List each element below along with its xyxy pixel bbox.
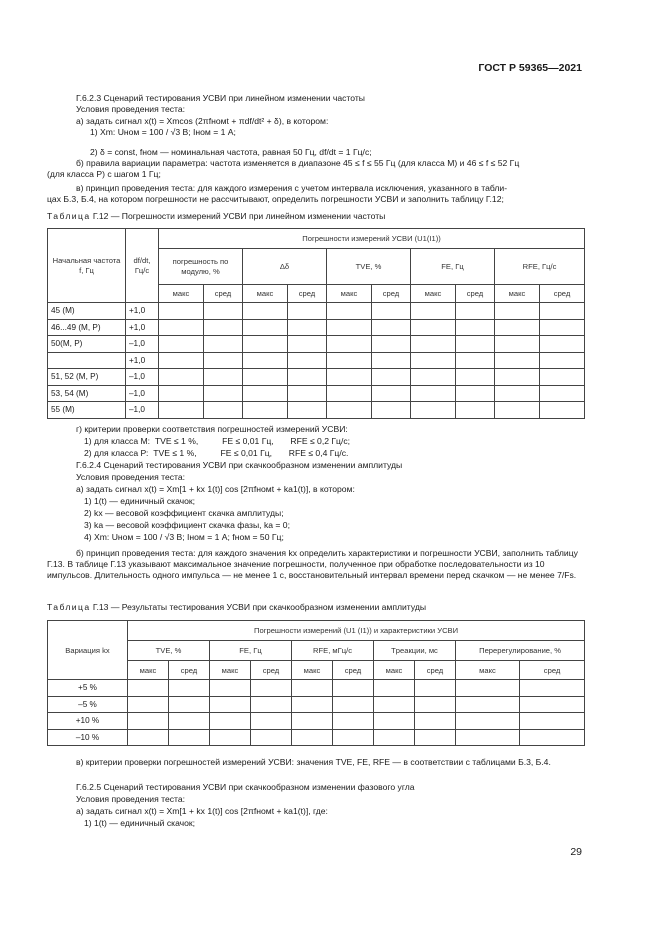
empty-cell (243, 352, 288, 369)
paragraph: г) критерии проверки соответствия погрешностей измерений УСВИ: (76, 424, 348, 434)
avg-header: сред (415, 661, 456, 680)
empty-cell (456, 402, 495, 419)
empty-cell (333, 696, 374, 713)
empty-cell (243, 336, 288, 353)
avg-header: сред (520, 661, 585, 680)
empty-cell (456, 680, 520, 697)
empty-cell (411, 385, 456, 402)
col-header-group: Погрешности измерений (U1 (I1)) и характеристики УСВИ (128, 621, 585, 641)
table-row (48, 352, 585, 369)
empty-cell (292, 729, 333, 746)
empty-cell (288, 319, 327, 336)
paragraph: а) задать сигнал x(t) = Xm[1 + kx 1(t)] cos [2πfномt + ka1(t)], в котором: (76, 484, 355, 494)
paragraph: цах Б.3, Б.4, на котором погрешности не рассчитывают, определить погрешности УСВИ и заполнить таблицу Г.12; (47, 194, 504, 204)
max-header: макс (159, 285, 204, 303)
avg-header: сред (251, 661, 292, 680)
cell-dfdt: –1,0 (126, 385, 159, 402)
empty-cell (415, 696, 456, 713)
sub-header: TVE, % (128, 641, 210, 661)
sub-header: Tреакции, мс (374, 641, 456, 661)
empty-cell (540, 385, 585, 402)
empty-cell (159, 319, 204, 336)
empty-cell (333, 729, 374, 746)
empty-cell (372, 385, 411, 402)
empty-cell (372, 369, 411, 386)
caption-text: Г.13 — Результаты тестирования УСВИ при скачкообразном изменении амплитуды (92, 602, 427, 612)
paragraph: а) задать сигнал x(t) = Xmcos (2πfномt + πdf/dt² + δ), в котором: (76, 116, 329, 126)
cell-dfdt: +1,0 (126, 319, 159, 336)
sub-header: RFE, мГц/с (292, 641, 374, 661)
cell-dfdt: –1,0 (126, 402, 159, 419)
empty-cell (495, 303, 540, 320)
empty-cell (169, 729, 210, 746)
table-row (48, 713, 585, 730)
cell-frequency (48, 352, 126, 369)
empty-cell (540, 352, 585, 369)
max-header: макс (210, 661, 251, 680)
paragraph: Условия проведения теста: (76, 472, 186, 482)
empty-cell (374, 680, 415, 697)
cell-frequency: 51, 52 (М, Р) (48, 369, 126, 386)
empty-cell (327, 369, 372, 386)
empty-cell (540, 319, 585, 336)
empty-cell (520, 680, 585, 697)
max-header: макс (495, 285, 540, 303)
cell-frequency: 53, 54 (М) (48, 385, 126, 402)
empty-cell (374, 729, 415, 746)
empty-cell (159, 352, 204, 369)
empty-cell (169, 713, 210, 730)
empty-cell (204, 402, 243, 419)
cell-dfdt: –1,0 (126, 369, 159, 386)
empty-cell (288, 402, 327, 419)
empty-cell (456, 352, 495, 369)
empty-cell (495, 336, 540, 353)
paragraph: 1) 1(t) — единичный скачок; (84, 818, 196, 828)
cell-dfdt: +1,0 (126, 352, 159, 369)
empty-cell (411, 319, 456, 336)
empty-cell (251, 680, 292, 697)
empty-cell (456, 696, 520, 713)
cell-variation: +5 % (48, 680, 128, 697)
empty-cell (327, 402, 372, 419)
max-header: макс (128, 661, 169, 680)
empty-cell (327, 303, 372, 320)
paragraph: 2) kx — весовой коэффициент скачка амплитуды; (84, 508, 284, 518)
empty-cell (204, 336, 243, 353)
caption-text: Г.12 — Погрешности измерений УСВИ при линейном изменении частоты (92, 211, 386, 221)
empty-cell (456, 369, 495, 386)
empty-cell (333, 713, 374, 730)
cell-frequency: 46...49 (М, Р) (48, 319, 126, 336)
empty-cell (204, 385, 243, 402)
empty-cell (243, 402, 288, 419)
sub-header: FE, Гц (411, 249, 495, 285)
empty-cell (288, 352, 327, 369)
empty-cell (456, 303, 495, 320)
avg-header: сред (288, 285, 327, 303)
table-caption (47, 211, 585, 222)
table-row (48, 385, 585, 402)
empty-cell (204, 303, 243, 320)
cell-variation: –10 % (48, 729, 128, 746)
avg-header: сред (333, 661, 374, 680)
empty-cell (495, 319, 540, 336)
empty-cell (540, 303, 585, 320)
empty-cell (288, 369, 327, 386)
paragraph: 3) ka — весовой коэффициент скачка фазы, ka = 0; (84, 520, 290, 530)
empty-cell (411, 336, 456, 353)
table-g12 (47, 228, 585, 419)
empty-cell (415, 713, 456, 730)
document-header: ГОСТ Р 59365—2021 (478, 62, 582, 74)
col-header-freq: Начальная частота f, Гц (48, 229, 126, 303)
table-row (48, 319, 585, 336)
empty-cell (540, 336, 585, 353)
paragraph: Условия проведения теста: (76, 794, 186, 804)
paragraph: в) критерии проверки погрешностей измерений УСВИ: значения TVE, FE, RFE — в соответствии с таблицами Б.3, Б.4. (76, 757, 551, 767)
empty-cell (159, 303, 204, 320)
empty-cell (456, 385, 495, 402)
empty-cell (327, 352, 372, 369)
empty-cell (456, 319, 495, 336)
table-g13 (47, 620, 585, 746)
max-header: макс (456, 661, 520, 680)
empty-cell (495, 369, 540, 386)
empty-cell (495, 385, 540, 402)
cell-dfdt: +1,0 (126, 303, 159, 320)
empty-cell (288, 336, 327, 353)
empty-cell (204, 319, 243, 336)
page-number: 29 (570, 846, 582, 858)
empty-cell (374, 696, 415, 713)
sub-header: Δδ (243, 249, 327, 285)
avg-header: сред (169, 661, 210, 680)
empty-cell (292, 696, 333, 713)
empty-cell (210, 696, 251, 713)
max-header: макс (374, 661, 415, 680)
empty-cell (415, 680, 456, 697)
empty-cell (128, 713, 169, 730)
table-row (48, 336, 585, 353)
cell-frequency: 55 (М) (48, 402, 126, 419)
table-row (48, 303, 585, 320)
empty-cell (372, 336, 411, 353)
empty-cell (159, 385, 204, 402)
paragraph: б) правила вариации параметра: частота изменяется в диапазоне 45 ≤ f ≤ 55 Гц (для класса М) и 46 ≤ f ≤ 52 Гц (76, 158, 520, 168)
empty-cell (210, 680, 251, 697)
table-row (48, 402, 585, 419)
empty-cell (540, 402, 585, 419)
section-title: Г.6.2.4 Сценарий тестирования УСВИ при скачкообразном изменении амплитуды (76, 460, 403, 470)
empty-cell (128, 729, 169, 746)
max-header: макс (243, 285, 288, 303)
empty-cell (169, 696, 210, 713)
empty-cell (540, 369, 585, 386)
empty-cell (372, 319, 411, 336)
col-header-group: Погрешности измерений УСВИ (U1(I1)) (159, 229, 585, 249)
paragraph: 2) δ = const, fном — номинальная частота, равная 50 Гц, df/dt = 1 Гц/с; (90, 147, 372, 157)
empty-cell (411, 352, 456, 369)
empty-cell (411, 303, 456, 320)
caption-prefix: Таблица (47, 211, 91, 221)
empty-cell (456, 729, 520, 746)
cell-variation: –5 % (48, 696, 128, 713)
empty-cell (520, 713, 585, 730)
sub-header: TVE, % (327, 249, 411, 285)
section-title: Г.6.2.3 Сценарий тестирования УСВИ при линейном изменении частоты (76, 93, 365, 103)
empty-cell (210, 713, 251, 730)
empty-cell (372, 352, 411, 369)
table-caption (47, 602, 585, 613)
section-title: Г.6.2.5 Сценарий тестирования УСВИ при скачкообразном изменении фазового угла (76, 782, 415, 792)
table-row (48, 696, 585, 713)
paragraph: (для класса Р) с шагом 1 Гц; (47, 169, 161, 179)
empty-cell (292, 680, 333, 697)
empty-cell (251, 713, 292, 730)
empty-cell (243, 319, 288, 336)
paragraph: в) принцип проведения теста: для каждого измерения с учетом интервала исключения, указанного в табли- (76, 183, 508, 193)
empty-cell (159, 402, 204, 419)
paragraph: 1) Xm: Uном = 100 / √3 В; Iном = 1 А; (90, 127, 236, 137)
empty-cell (372, 402, 411, 419)
empty-cell (169, 680, 210, 697)
empty-cell (292, 713, 333, 730)
table-row (48, 680, 585, 697)
cell-frequency: 45 (М) (48, 303, 126, 320)
cell-dfdt: –1,0 (126, 336, 159, 353)
empty-cell (520, 729, 585, 746)
empty-cell (128, 696, 169, 713)
avg-header: сред (540, 285, 585, 303)
empty-cell (243, 369, 288, 386)
avg-header: сред (204, 285, 243, 303)
paragraph: Условия проведения теста: (76, 104, 186, 114)
sub-header: Перерегулирование, % (456, 641, 585, 661)
empty-cell (372, 303, 411, 320)
paragraph: а) задать сигнал x(t) = Xm[1 + kx 1(t)] cos [2πfномt + ka1(t)], где: (76, 806, 328, 816)
empty-cell (159, 369, 204, 386)
empty-cell (327, 385, 372, 402)
caption-prefix: Таблица (47, 602, 91, 612)
empty-cell (243, 303, 288, 320)
empty-cell (251, 729, 292, 746)
sub-header: погрешность по модулю, % (159, 249, 243, 285)
empty-cell (327, 319, 372, 336)
empty-cell (288, 385, 327, 402)
empty-cell (415, 729, 456, 746)
sub-header: RFE, Гц/с (495, 249, 585, 285)
empty-cell (128, 680, 169, 697)
paragraph: 1) 1(t) — единичный скачок; (84, 496, 196, 506)
empty-cell (204, 352, 243, 369)
col-header-variation: Вариация kx (48, 621, 128, 680)
empty-cell (210, 729, 251, 746)
empty-cell (456, 713, 520, 730)
empty-cell (495, 352, 540, 369)
empty-cell (243, 385, 288, 402)
avg-header: сред (456, 285, 495, 303)
empty-cell (495, 402, 540, 419)
max-header: макс (292, 661, 333, 680)
empty-cell (456, 336, 495, 353)
empty-cell (374, 713, 415, 730)
empty-cell (251, 696, 292, 713)
table-row (48, 369, 585, 386)
empty-cell (333, 680, 374, 697)
empty-cell (411, 402, 456, 419)
sub-header: FE, Гц (210, 641, 292, 661)
col-header-dfdt: df/dt, Гц/с (126, 229, 159, 303)
max-header: макс (327, 285, 372, 303)
max-header: макс (411, 285, 456, 303)
empty-cell (411, 369, 456, 386)
cell-frequency: 50(М, Р) (48, 336, 126, 353)
empty-cell (520, 696, 585, 713)
empty-cell (288, 303, 327, 320)
empty-cell (204, 369, 243, 386)
empty-cell (327, 336, 372, 353)
paragraph: 1) для класса М: TVE ≤ 1 %, FE ≤ 0,01 Гц, RFE ≤ 0,2 Гц/с; (84, 436, 351, 446)
paragraph: 2) для класса Р: TVE ≤ 1 %, FE ≤ 0,01 Гц, RFE ≤ 0,4 Гц/с. (84, 448, 349, 458)
table-row (48, 729, 585, 746)
empty-cell (159, 336, 204, 353)
cell-variation: +10 % (48, 713, 128, 730)
paragraph: б) принцип проведения теста: для каждого значения kx определить характеристики и погрешности УСВИ, заполнить таблицу Г.13. В таблице Г.13 указывают максимальное значение погрешности, полученное при обработке последовательности из 10 импульсов. Длительность одного импульса — не менее 1 с, восстановительный интервал времени перед скачком — не менее 7/Fs. (47, 548, 578, 581)
paragraph: 4) Xm: Uном = 100 / √3 В; Iном = 1 А; fном = 50 Гц; (84, 532, 284, 542)
avg-header: сред (372, 285, 411, 303)
